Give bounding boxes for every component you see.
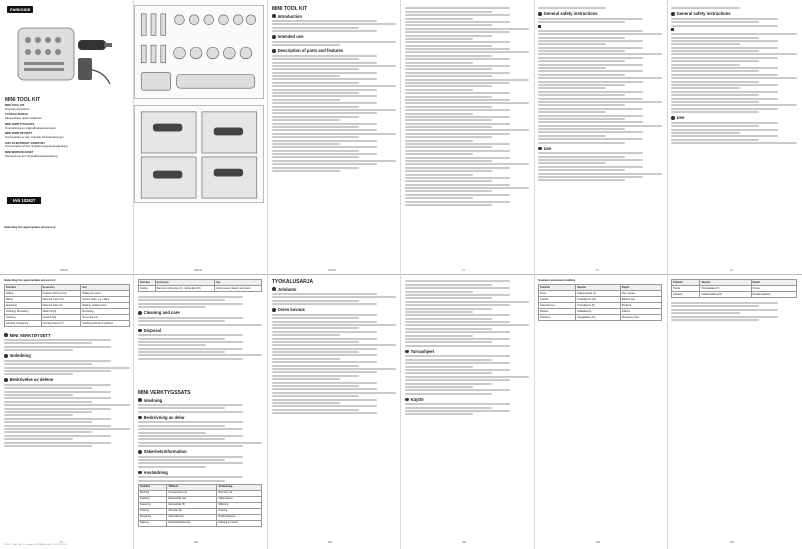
table-row: Fräsning Diamantfräs (14) Olika arbeten [139, 496, 262, 502]
page-en-parts [405, 6, 529, 270]
page-number: GB/IE [60, 268, 69, 272]
section-heading: Disposal [138, 329, 262, 333]
accessory-table-cont: Function Accessory Use Cutting Diamond cutting disc (2), cutting disc (23) Cutting metal, plastics and wood [138, 279, 262, 292]
section-heading: Description of parts and features [272, 49, 396, 53]
page-fi-table-cont [671, 279, 797, 541]
table-row: Porus Tarkkuusporat (1) Puun poraus [539, 291, 662, 297]
page-title: MINI TOOL KIT [272, 6, 308, 12]
page-en-safety-cont [671, 6, 797, 270]
page-fi-safety [405, 279, 529, 541]
section-heading: Intended use [272, 35, 396, 39]
table-row: Kapning Diamantkapskiva (2) Kapning av metall [139, 520, 262, 526]
section-heading: Johdanto [272, 287, 396, 291]
table-row: Puhdistus Huopalaikka (10) Ruosteen poisto [539, 315, 662, 321]
section-heading: Inledning [138, 398, 262, 402]
language-item: MINI TOOL KIT Original instructions [5, 103, 30, 111]
selecting-spacer [4, 228, 130, 272]
accessory-illustration [134, 5, 264, 99]
page-number: GB/IE [328, 268, 337, 272]
table-row: Jyrsintä Timanttijyrsin (14) Erilaiset työt [539, 297, 662, 303]
language-item: MINI VERKTYGSSATS Översättning av originalbruksanvisningen [5, 121, 57, 130]
language-list [5, 104, 120, 158]
page-number: NO [730, 540, 735, 544]
table-row: Polering Ullrondell (9) Polering [139, 508, 262, 514]
section-heading: Introduction [272, 14, 396, 18]
section-heading: Cleaning and care [138, 311, 262, 315]
section-heading: Turvaohjeet [405, 350, 529, 354]
table-row: Katkaisu Katkaisulaikka (23) Metallin katkaisu [672, 292, 797, 298]
fi-accessory-table: Toiminto Varuste Käyttö Porus Tarkkuusporat (1) Puun poraus Jyrsintä Timanttijyrsin (14) Erilaiset työt Kaivertaminen Timanttijyrsin (5) Merkintä Kiillotus Villalaikka (9) Kiillotus Puhdistus Huopalaikka (10) Ruosteen poisto [538, 284, 662, 321]
table-row: Cutting Diamond cutting disc (2), cutting disc (23) Cutting metal, plastics and wood [139, 286, 262, 292]
table-row: Grinding, sharpening Grinding wheel (17) Grinding all kinds of surfaces [5, 321, 130, 327]
section-heading: Säkerhetsinformation [138, 450, 262, 454]
product-image [14, 20, 114, 92]
section-heading: Osien kuvaus [272, 308, 396, 312]
section-heading: Innledning [4, 354, 130, 358]
sv-accessory-table: Funktion Tillbehör Användning Borrning Precisionsborr (1) Borrning i trä Fräsning Diamantfräs (14) Olika arbeten Gravering Diamantfräs (5) Märkning Polering Ullrondell (9) Polering Rengöring Filtrondell (10) Rostborttagning Kapning Diamantkapskiva (2) Kapning av metall [138, 484, 262, 527]
page-en-table: Selecting the appropriate accessory Function Accessory Use Drilling Precision drill (1) 3 mm Drilling into wood Milling Diamond cutter (14) Various tasks, e.g. milling Engraving Diamond cutter (5) Marking, detailed work Polishing, Burnishing Wool buff (9) Burnishing Cleaning Felt buff (10) Removing rust Grinding, sharpening Grinding wheel (17) Grinding all kinds of surfaces MINI VERKTØYSETT Innledning Beskrivelse av delene [4, 279, 130, 541]
page-en-selecting: Selecting the appropriate accessory [4, 226, 56, 229]
brand-logo: PARKSIDE [7, 6, 33, 13]
page-title: TYÖKALUSARJA [272, 279, 314, 285]
fi-accessory-table-cont: Toiminto Varuste Käyttö Hionta Hiomalaikka (17) Hionta Katkaisu Katkaisulaikka (23) Metallin katkaisu [671, 279, 797, 298]
column-divider [267, 0, 268, 549]
section-heading: Use [538, 147, 662, 151]
page-number: FI [730, 268, 733, 272]
language-item: SÆT ELEKTRISKT VÆRKTØJ Oversættelse af den originale betjeningsvejledning [5, 140, 68, 149]
page-sv [138, 390, 262, 540]
section-heading: Use [671, 116, 797, 120]
table-row: Polishing, Burnishing Wool buff (9) Burnishing [5, 309, 130, 315]
table-row: Cleaning Felt buff (10) Removing rust [5, 315, 130, 321]
page-fi-intro [272, 279, 396, 541]
row-divider [0, 274, 802, 275]
section-heading: General safety instructions [538, 12, 662, 16]
page-number: GB/IE [194, 268, 203, 272]
page-number: FI [462, 268, 465, 272]
page-number: FI [596, 268, 599, 272]
section-heading: MINI VERKTØYSETT [4, 333, 130, 337]
page-en-intro [272, 6, 396, 270]
table-row: Kaivertaminen Timanttijyrsin (5) Merkintä [539, 303, 662, 309]
language-item: MINI VERKTØYSETT Oversettelse av den originale bruksanvisningen [5, 131, 64, 139]
page-number: SE [328, 540, 333, 544]
language-item: MINI WERKZEUGSET Übersetzung der Originalbetriebsanleitung [5, 150, 58, 158]
table-row: Borrning Precisionsborr (1) Borrning i trä [139, 490, 262, 496]
page-number: SE [596, 540, 601, 544]
accessory-table: Function Accessory Use Drilling Precision drill (1) 3 mm Drilling into wood Milling Diamond cutter (14) Various tasks, e.g. milling Engraving Diamond cutter (5) Marking, detailed work Polishing, Burnishing Wool buff (9) Burnishing Cleaning Felt buff (10) Removing rust Grinding, sharpening Grinding wheel (17) Grinding all kinds of surfaces [4, 284, 130, 327]
table-row: Hionta Hiomalaikka (17) Hionta [672, 286, 797, 292]
table-row: Milling Diamond cutter (14) Various tasks, e.g. milling [5, 297, 130, 303]
page-en-safety [538, 6, 662, 270]
ian-number: IAN 102627 [7, 197, 41, 204]
section-heading: Användning [138, 471, 262, 475]
usage-illustration [134, 105, 264, 203]
page-number: SE [462, 540, 467, 544]
page-title: MINI VERKTYGSSATS [138, 390, 191, 396]
column-divider [534, 0, 535, 549]
page-number: SE [194, 540, 199, 544]
cover-title: MINI TOOL KIT [5, 97, 41, 103]
language-item: TYÖKALUSARJA Alkuperäisen ohjeen käännös [5, 112, 42, 121]
section-heading: General safety instructions [671, 12, 797, 16]
section-heading: Beskrivning av delar [138, 416, 262, 420]
table-row: Gravering Diamantfräs (5) Märkning [139, 502, 262, 508]
column-divider [667, 0, 668, 549]
section-heading: Beskrivelse av delene [4, 378, 130, 382]
table-row: Engraving Diamond cutter (5) Marking, detailed work [5, 303, 130, 309]
table-row: Drilling Precision drill (1) 3 mm Drilling into wood [5, 291, 130, 297]
page-fi-table: Sopivan varusteen valinta Toiminto Varuste Käyttö Porus Tarkkuusporat (1) Puun poraus Jyrsintä Timanttijyrsin (14) Erilaiset työt Kaivertaminen Timanttijyrsin (5) Merkintä Kiillotus Villalaikka (9) Kiillotus Puhdistus Huopalaikka (10) Ruosteen poisto [538, 279, 662, 541]
page-number: FI [60, 540, 63, 544]
print-footer: 102627_Mini_Tool_Kit_content_ORIGINAL.indd 2 15.04.15 10:21 [4, 544, 68, 546]
column-divider [400, 0, 401, 549]
table-row: Rengöring Filtrondell (10) Rostborttagning [139, 514, 262, 520]
table-row: Kiillotus Villalaikka (9) Kiillotus [539, 309, 662, 315]
section-heading: Käyttö [405, 398, 529, 402]
